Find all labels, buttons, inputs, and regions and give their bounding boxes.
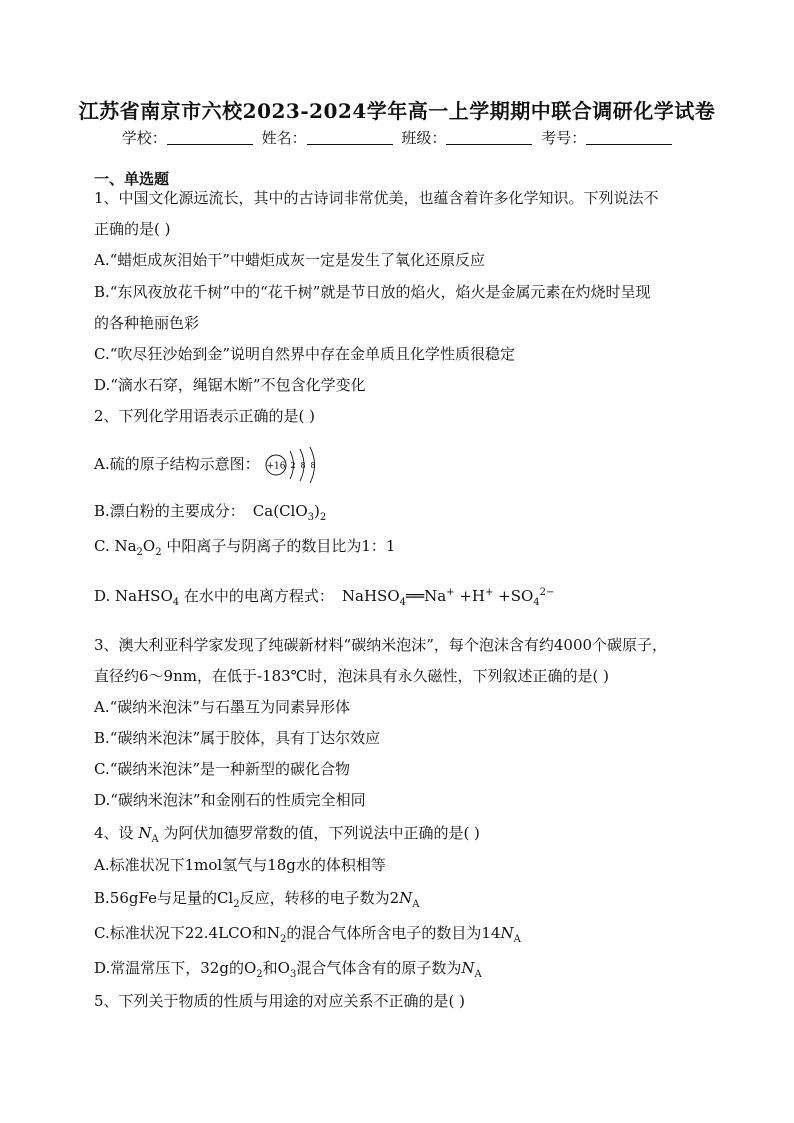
q1-option-b-line2: 的各种艳丽色彩 [94, 314, 200, 332]
q4-stem: 4、设 $N_A$ 为阿伏加德罗常数的值，下列说法中正确的是( ) [94, 824, 480, 845]
shell-3-electrons: 8 [310, 461, 316, 470]
q2-option-a [94, 446, 714, 484]
q2-option-b-formula: $Ca(ClO_3)_2$ [252, 502, 327, 523]
sulfur-atom-structure-diagram [264, 446, 334, 484]
q2-option-d: D. NaHSO$_4$ 在水中的电离方程式： NaHSO$_4$══Na+ $+H^+ +SO_4^{2-}$ [94, 587, 555, 608]
q2-option-b-text: B.漂白粉的主要成分： [94, 502, 245, 520]
q3-option-c: C.“碳纳米泡沫”是一种新型的碳化合物 [94, 760, 351, 778]
q1-option-b-line1: B.“东风夜放花千树”中的“花千树”就是节日放的焰火，焰火是金属元素在灼烧时呈现 [94, 283, 651, 301]
q5-stem: 5、下列关于物质的性质与用途的对应关系不正确的是( ) [94, 992, 466, 1010]
exam-title: 江苏省南京市六校2023-2024学年高一上学期期中联合调研化学试卷 [78, 99, 716, 123]
shell-1-electrons: 2 [290, 461, 296, 470]
exam-number-label: 考号： [541, 129, 587, 147]
q3-option-b: B.“碳纳米泡沫”属于胶体，具有丁达尔效应 [94, 729, 381, 747]
q4-option-d: D.常温常压下，32g的$O_2$和$O_3$混合气体含有的原子数为$N_A$ [94, 959, 482, 980]
q4-option-a: A.标准状况下1mol氢气与18g水的体积相等 [94, 856, 386, 874]
q1-stem-line1: 1、中国文化源远流长，其中的古诗词非常优美，也蕴含着许多化学知识。下列说法不 [94, 189, 659, 207]
q4-option-b: B.56gFe与足量的$Cl_2$反应，转移的电子数为$2N_A$ [94, 889, 420, 910]
q1-option-c: C.“吹尽狂沙始到金”说明自然界中存在金单质且化学性质很稳定 [94, 345, 516, 363]
q2-option-c: C. $Na_2O_2$ 中阳离子与阴离子的数目比为1：1 [94, 537, 396, 558]
section-heading: 一、单选题 [94, 170, 170, 188]
q3-stem-line1: 3、澳大利亚科学家发现了纯碳新材料“碳纳米泡沫”，每个泡沫含有约4000个碳原子， [94, 636, 668, 654]
student-info-row [0, 127, 794, 148]
q3-option-d: D.“碳纳米泡沫”和金刚石的性质完全相同 [94, 791, 366, 809]
q2-ionization-equation: NaHSO$_4$══Na+ $+H^+ +SO_4^{2-}$ [341, 587, 555, 608]
q2-option-b [94, 500, 714, 522]
q1-option-a: A.“蜡炬成灰泪始干”中蜡炬成灰一定是发生了氧化还原反应 [94, 251, 485, 269]
q2-option-a-text: A.硫的原子结构示意图： [94, 455, 260, 473]
q1-option-d: D.“滴水石穿，绳锯木断”不包含化学变化 [94, 376, 366, 394]
name-label: 姓名： [261, 129, 307, 147]
q2-stem: 2、下列化学用语表示正确的是( ) [94, 407, 316, 425]
school-blank [167, 130, 253, 145]
shell-2-electrons: 8 [300, 461, 306, 470]
nucleus-charge: +16 [266, 461, 286, 472]
school-label: 学校： [121, 129, 167, 147]
q4-option-c: C.标准状况下22.4LCO和$N_2$的混合气体所含电子的数目为$14N_A$ [94, 924, 521, 945]
class-label: 班级： [401, 129, 447, 147]
name-blank [307, 130, 393, 145]
q3-option-a: A.“碳纳米泡沫”与石墨互为同素异形体 [94, 698, 350, 716]
q3-stem-line2: 直径约6～9nm，在低于-183℃时，泡沫具有永久磁性，下列叙述正确的是( ) [94, 667, 609, 685]
exam-number-blank [586, 130, 672, 145]
q1-stem-line2: 正确的是( ) [94, 220, 171, 238]
class-blank [446, 130, 532, 145]
